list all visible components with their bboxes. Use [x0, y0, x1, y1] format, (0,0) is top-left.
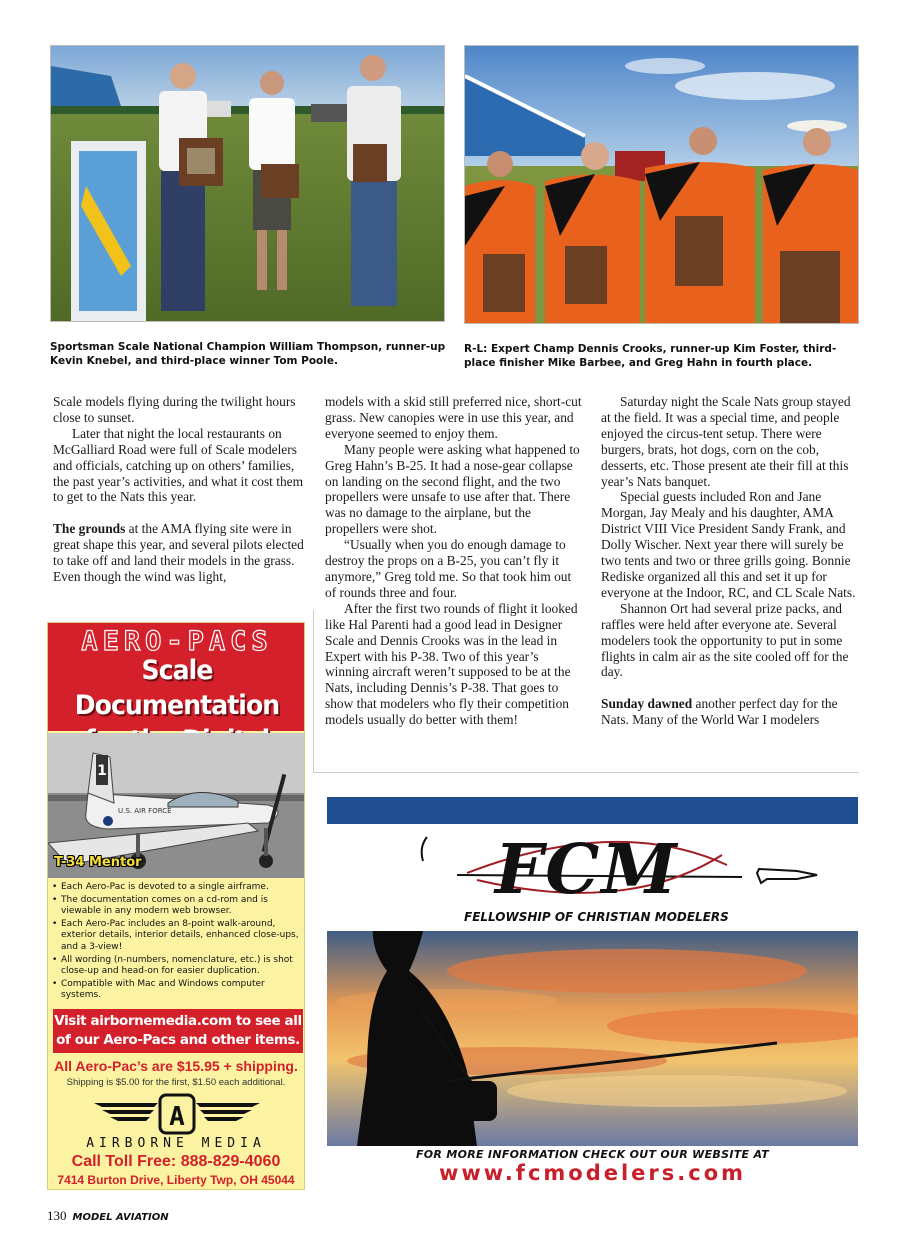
sunset-silhouette-image: [327, 931, 858, 1146]
article-paragraph: “Usually when you do enough damage to destroy the props on a B-25, you can’t fly it anymore,” Greg told me. So that took him out of rounds three and four.: [325, 537, 572, 600]
article-paragraph: Saturday night the Scale Nats group stayed at the field. It was a special time, and people enjoyed the circus-tent setup. There were burgers, brats, hot dogs, corn on the cob, desserts, etc. Those present ate their fill at this year’s Nats banquet.: [601, 394, 851, 489]
fcm-info-text: FOR MORE INFORMATION CHECK OUT OUR WEBSITE AT: [415, 1148, 770, 1161]
photo-caption-left: Sportsman Scale National Champion William Thompson, runner-up Kevin Knebel, and third-place winner Tom Poole.: [50, 341, 446, 367]
fcm-tagline: FELLOWSHIP OF CHRISTIAN MODELERS: [464, 910, 729, 924]
headline-line: Scale Documentation: [74, 655, 280, 721]
fcm-advertisement[interactable]: [327, 797, 858, 1189]
article-paragraph: Scale models flying during the twilight hours close to sunset.: [53, 394, 296, 425]
paragraph-text: another perfect day for the Nats. Many of the World War I modelers: [601, 696, 838, 728]
feature-bullet: • Each Aero-Pac includes an 8-point walk-around, exterior details, interior details, enhanced close-ups, and a 3-view!: [52, 919, 304, 954]
plane-tail-number: 1: [97, 763, 107, 779]
article-paragraph: Later that night the local restaurants on McGalliard Road were full of Scale modelers and officials, catching up on others’ families, the past year’s activities, and what it cost them to get to the Nats this year.: [53, 425, 304, 505]
feature-bullet: • All wording (n-numbers, nomenclature, etc.) is shot close-up and head-on for easier duplication.: [52, 955, 304, 978]
subhead-lead: The grounds: [53, 521, 126, 537]
fcm-top-bar: [327, 797, 858, 824]
feature-bullet: • Compatible with Mac and Windows computer systems.: [52, 979, 304, 1002]
page-footer: [47, 1208, 169, 1224]
photo-sportsman-illustration: [51, 46, 445, 322]
aero-pacs-brand: AERO-PACS: [81, 626, 273, 657]
fcm-logo-text: FCM: [495, 830, 679, 910]
article-column-3: [601, 394, 859, 728]
aero-pacs-feature-list: [52, 882, 304, 1003]
magazine-name: MODEL AVIATION: [72, 1212, 169, 1223]
logo-letter: A: [169, 1102, 185, 1132]
feature-bullet: • The documentation comes on a cd-rom and is viewable in any modern web browser.: [52, 895, 304, 918]
fcm-website-link[interactable]: www.fcmodelers.com: [438, 1161, 747, 1185]
photo-sportsman-winners: [50, 45, 445, 322]
toll-free-phone[interactable]: Call Toll Free: 888-829-4060: [71, 1153, 281, 1170]
paragraph-text: at the AMA flying site were in great shape this year, and several pilots elected to take off and land their models in the grass. Even though the wind was light,: [53, 521, 304, 585]
article-column-2: [325, 394, 583, 728]
photo-caption-right: R-L: Expert Champ Dennis Crooks, runner-up Kim Foster, third-place finisher Mike Barbee, and Greg Hahn in fourth place.: [464, 343, 837, 369]
article-paragraph: [601, 696, 859, 728]
plane-name-label: T-34 Mentor: [54, 855, 142, 870]
article-column-1: [53, 394, 308, 585]
plane-marking: U.S. AIR FORCE: [118, 807, 172, 815]
article-paragraph: Many people were asking what happened to Greg Hahn’s B-25. It had a nose-gear collapse on landing on the second flight, and the two propellers were unsafe to use after that. There was no damage to the airplane, but the propellers were shot.: [325, 441, 580, 537]
aero-pacs-header: [48, 623, 305, 731]
photo-expert-winners: [464, 45, 859, 324]
photo-expert-illustration: [465, 46, 859, 324]
subhead-lead: Sunday dawned: [601, 696, 693, 712]
page-number: 130: [47, 1208, 67, 1223]
shipping-text: Shipping is $5.00 for the first, $1.50 each additional.: [66, 1077, 286, 1088]
visit-line: Visit airbornemedia.com to see all: [54, 1013, 302, 1029]
article-paragraph: After the first two rounds of flight it looked like Hal Parenti had a good lead in Designer Scale and Dennis Crooks was in the lead in Expert with his P-38. Two of this year’s winning aircraft weren’t supposed to be at the Nats, including Dennis’s P-38. That goes to show that modelers who fly their competition models usually do better with them!: [325, 600, 578, 728]
article-paragraph: Shannon Ort had several prize packs, and raffles were held after everyone ate. Several modelers took the opportunity to put in some flights in calm air as the site cooled off for the day.: [601, 600, 849, 680]
column-divider: [313, 610, 314, 772]
article-paragraph: [53, 521, 308, 585]
aero-pacs-advertisement[interactable]: [47, 622, 305, 1190]
article-paragraph: Special guests included Ron and Jane Morgan, Jay Mealy and his daughter, AMA District VIII Vice President Sandy Frank, and Dolly Wischer. Next year there will surely be two tents and two or three grills going. Bonnie Rediske organized all this and set it up for everyone at the Indoor, RC, and CL Scale Nats.: [601, 489, 856, 600]
company-address: 7414 Burton Drive, Liberty Twp, OH 45044: [57, 1173, 295, 1187]
airborne-media-wings-logo: [92, 1093, 262, 1135]
article-paragraph: models with a skid still preferred nice, short-cut grass. New canopies were in use this year, and everyone seemed to enjoy them.: [325, 394, 582, 441]
visit-line: of our Aero-Pacs and other items.: [56, 1032, 300, 1048]
section-divider: [313, 772, 859, 773]
company-name: AIRBORNE MEDIA: [86, 1136, 266, 1151]
feature-bullet: • Each Aero-Pac is devoted to a single airframe.: [52, 882, 304, 894]
price-text: All Aero-Pac’s are $15.95 + shipping.: [54, 1058, 298, 1074]
visit-website-banner[interactable]: [53, 1009, 303, 1053]
